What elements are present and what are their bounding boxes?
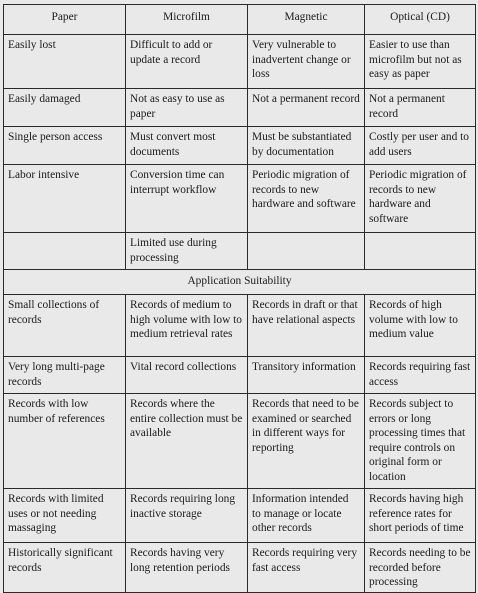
table-cell: Records requiring long inactive storage [126,489,248,543]
table-cell: Records in draft or that have relational aspects [248,295,365,357]
table-cell: Conversion time can interrupt workflow [126,165,248,233]
table-cell: Very vulnerable to inadvertent change or loss [248,35,365,89]
table-row [4,295,476,357]
table-row [4,127,476,165]
table-cell: Single person access [4,127,126,165]
table-cell: Easier to use than microfilm but not as easy as paper [365,35,476,89]
table-cell: Records needing to be recorded before processing [365,543,476,593]
header-cell: Magnetic [248,5,365,35]
table-cell: Records where the entire collection must be available [126,394,248,489]
table-cell: Records requiring fast access [365,357,476,394]
table-row [4,357,476,394]
table-row [4,89,476,127]
table-cell: Periodic migration of records to new hardware and software [365,165,476,233]
table-cell: Small collections of records [4,295,126,357]
table-cell: Records subject to errors or long processing times that require controls on original form or location [365,394,476,489]
table-cell: Records of high volume with low to medium value [365,295,476,357]
table-cell: Records of medium to high volume with low to medium retrieval rates [126,295,248,357]
table-row [4,543,476,593]
table-cell: Costly per user and to add users [365,127,476,165]
table-cell: Very long multi-page records [4,357,126,394]
table-cell: Records having high reference rates for short periods of time [365,489,476,543]
table-cell: Information intended to manage or locate other records [248,489,365,543]
table-cell: Historically significant records [4,543,126,593]
header-row [4,5,476,35]
table-cell [248,233,365,270]
table-cell: Not a permanent record [365,89,476,127]
table-cell: Records with limited uses or not needing massaging [4,489,126,543]
table-row [4,489,476,543]
table-cell: Difficult to add or update a record [126,35,248,89]
table-row [4,233,476,270]
table-cell: Must convert most documents [126,127,248,165]
header-cell: Paper [4,5,126,35]
table-cell: Easily damaged [4,89,126,127]
table-cell: Records requiring very fast access [248,543,365,593]
table-cell: Records having very long retention periods [126,543,248,593]
table-cell: Transitory information [248,357,365,394]
comparison-table [3,4,476,593]
table-cell [365,233,476,270]
table-cell: Labor intensive [4,165,126,233]
table-row [4,165,476,233]
table-cell: Easily lost [4,35,126,89]
header-cell: Microfilm [126,5,248,35]
section-row [4,270,476,295]
table-cell: Vital record collections [126,357,248,394]
table-row [4,35,476,89]
table-cell: Not a permanent record [248,89,365,127]
table-cell [4,233,126,270]
table-cell: Periodic migration of records to new hardware and software [248,165,365,233]
table-cell: Records with low number of references [4,394,126,489]
header-cell: Optical (CD) [365,5,476,35]
table-cell: Must be substantiated by documentation [248,127,365,165]
section-title: Application Suitability [4,270,476,295]
table-cell: Limited use during processing [126,233,248,270]
table-cell: Records that need to be examined or searched in different ways for reporting [248,394,365,489]
table-row [4,394,476,489]
table-cell: Not as easy to use as paper [126,89,248,127]
